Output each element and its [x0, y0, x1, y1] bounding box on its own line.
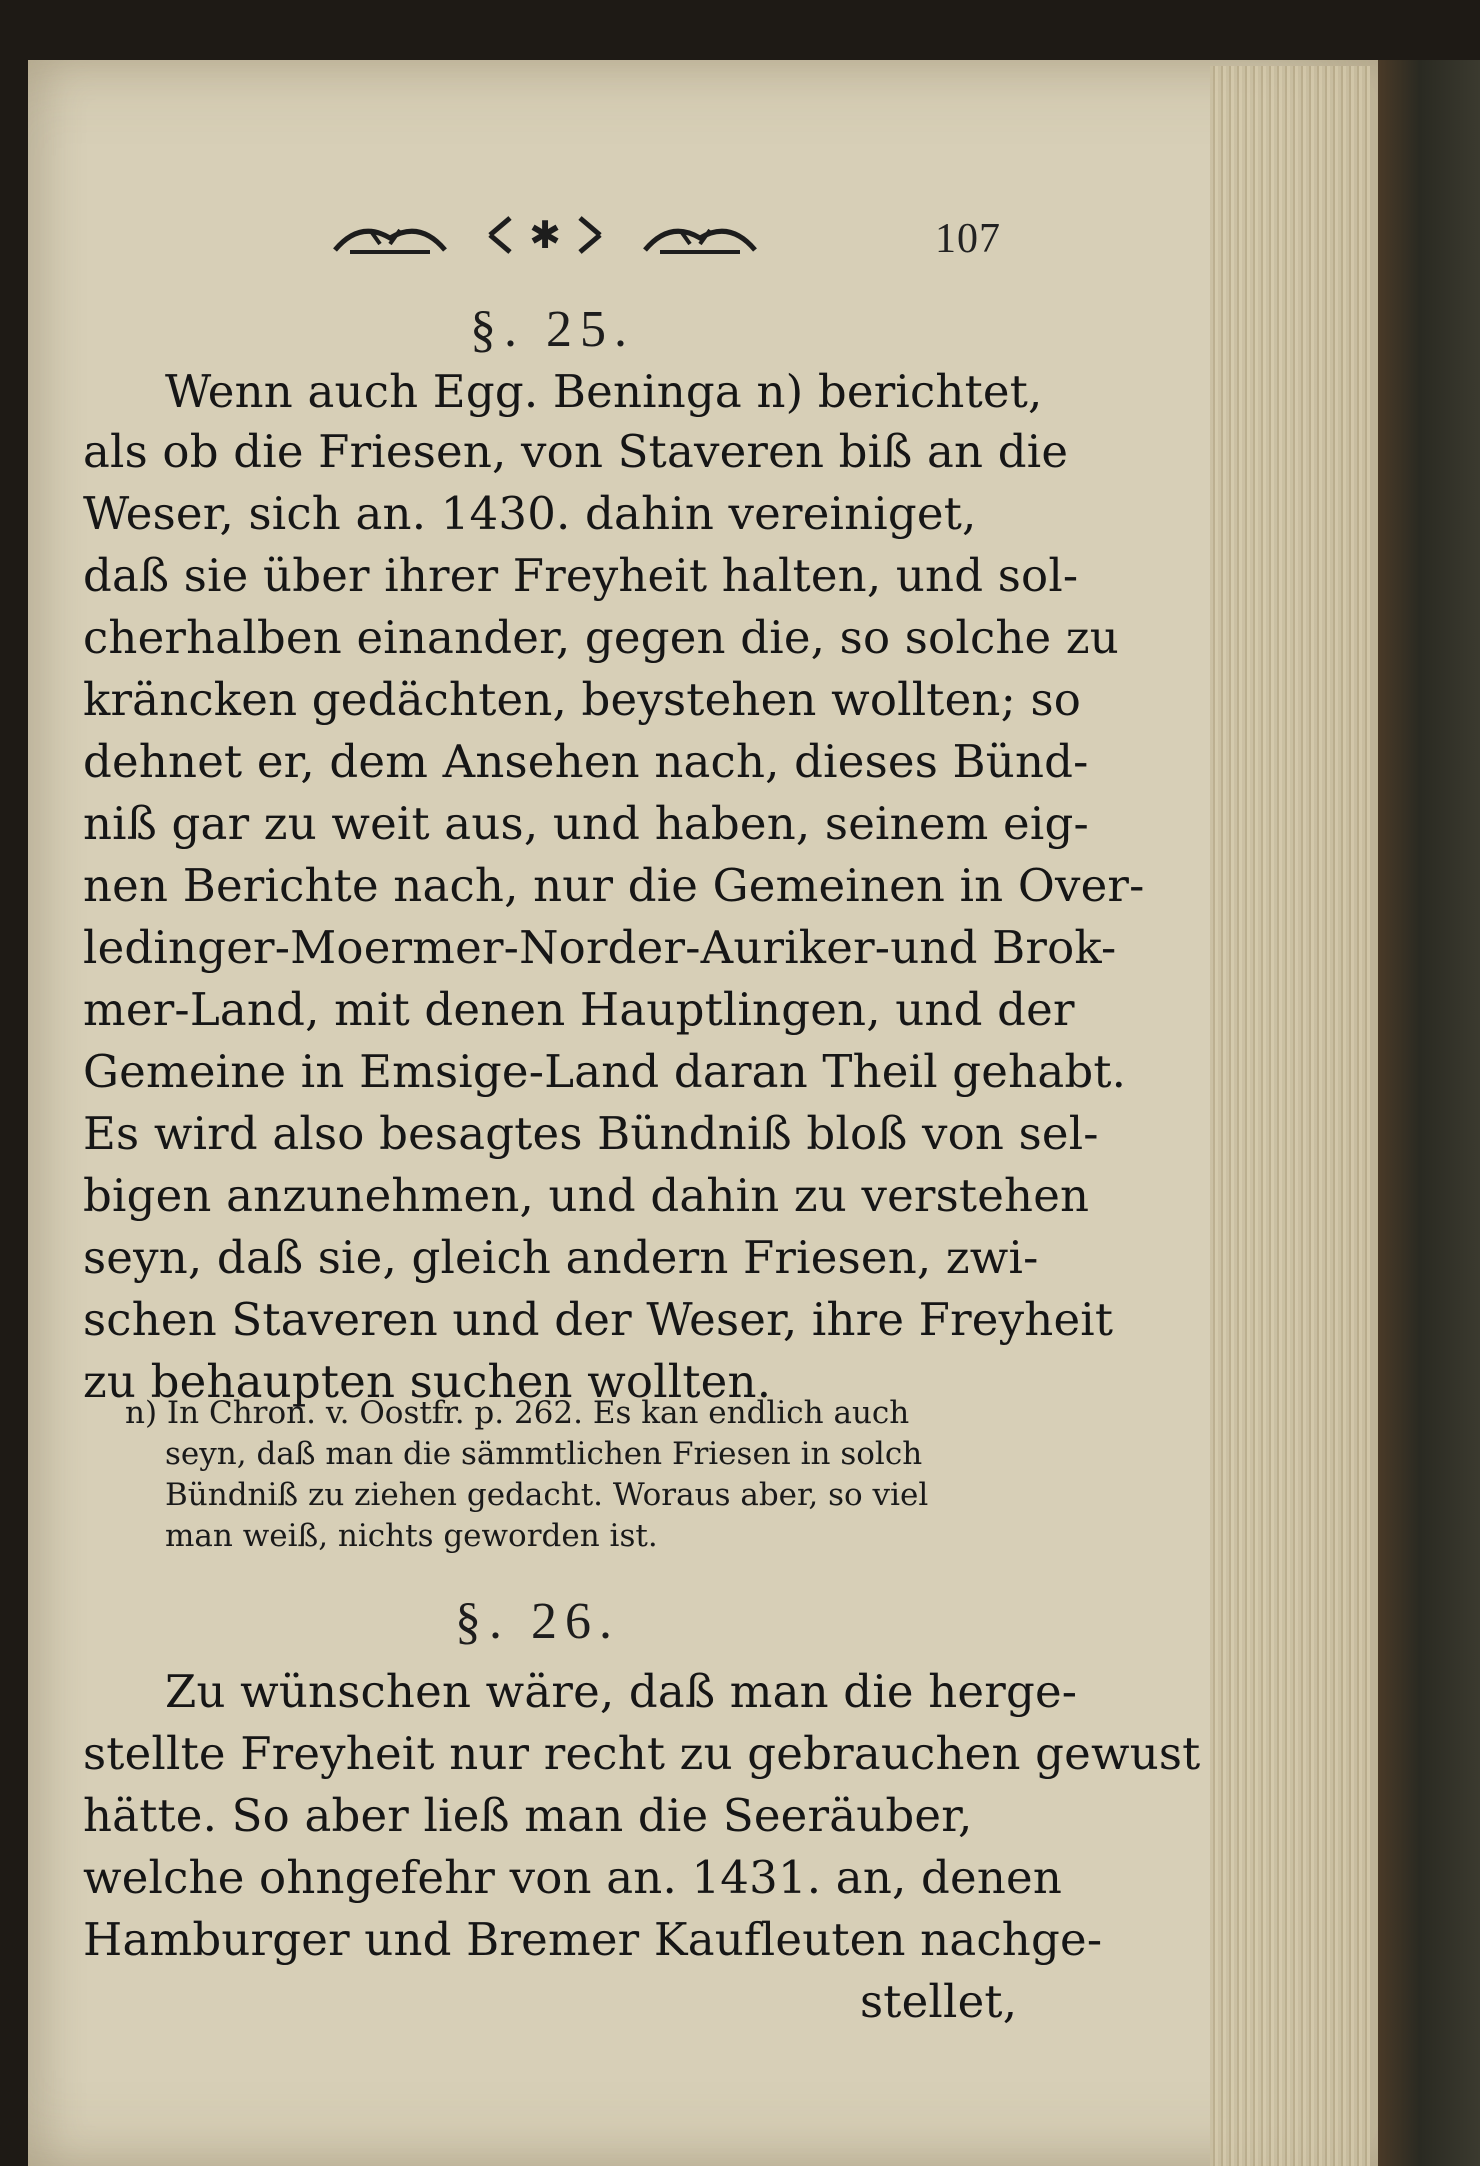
page-number: 107	[935, 216, 1001, 262]
text-line: welche ohngefehr von an. 1431. an, denen	[83, 1851, 1063, 1904]
footnote-line: Bündniß zu ziehen gedacht. Woraus aber, so viel	[165, 1477, 929, 1513]
center-star-ornament-icon	[480, 210, 610, 260]
text-line: niß gar zu weit aus, und haben, seinem eig-	[83, 797, 1089, 850]
text-line: stellte Freyheit nur recht zu gebrauchen gewust	[83, 1727, 1201, 1780]
page-stack-edge	[1210, 66, 1370, 2166]
text-line: schen Staveren und der Weser, ihre Freyheit	[83, 1293, 1114, 1346]
svg-text:✱: ✱	[529, 213, 561, 257]
section-26-heading: §. 26.	[455, 1593, 620, 1650]
text-line: zu behaupten suchen wollten.	[83, 1355, 772, 1408]
footnote-line: man weiß, nichts geworden ist.	[165, 1518, 658, 1554]
text-line: Es wird also besagtes Bündniß bloß von sel-	[83, 1107, 1099, 1160]
text-line: kräncken gedächten, beystehen wollten; so	[83, 673, 1082, 726]
section-25-heading: §. 25.	[470, 301, 635, 358]
text-line: als ob die Friesen, von Staveren biß an die	[83, 425, 1069, 478]
text-line: daß sie über ihrer Freyheit halten, und sol-	[83, 549, 1079, 602]
text-line: Gemeine in Emsige-Land daran Theil gehabt.	[83, 1045, 1127, 1098]
right-ornament-icon	[640, 210, 760, 260]
left-ornament-icon	[330, 210, 450, 260]
text-line: cherhalben einander, gegen die, so solche zu	[83, 611, 1119, 664]
text-line: Zu wünschen wäre, daß man die herge-	[165, 1665, 1078, 1718]
text-line: nen Berichte nach, nur die Gemeinen in Over-	[83, 859, 1145, 912]
text-line: dehnet er, dem Ansehen nach, dieses Bünd-	[83, 735, 1089, 788]
text-line: Weser, sich an. 1430. dahin vereiniget,	[83, 487, 977, 540]
text-line: Wenn auch Egg. Beninga n) berichtet,	[165, 365, 1043, 418]
text-line: stellet,	[860, 1975, 1018, 2028]
text-line: hätte. So aber ließ man die Seeräuber,	[83, 1789, 973, 1842]
text-line: seyn, daß sie, gleich andern Friesen, zwi-	[83, 1231, 1039, 1284]
text-line: bigen anzunehmen, und dahin zu verstehen	[83, 1169, 1090, 1222]
footnote-line: seyn, daß man die sämmtlichen Friesen in solch	[165, 1436, 923, 1472]
text-line: mer-Land, mit denen Hauptlingen, und der	[83, 983, 1075, 1036]
text-line: Hamburger und Bremer Kaufleuten nachge-	[83, 1913, 1103, 1966]
footnote-line: n) In Chron. v. Oostfr. p. 262. Es kan endlich auch	[125, 1395, 910, 1431]
text-line: ledinger-Moermer-Norder-Auriker-und Brok-	[83, 921, 1117, 974]
